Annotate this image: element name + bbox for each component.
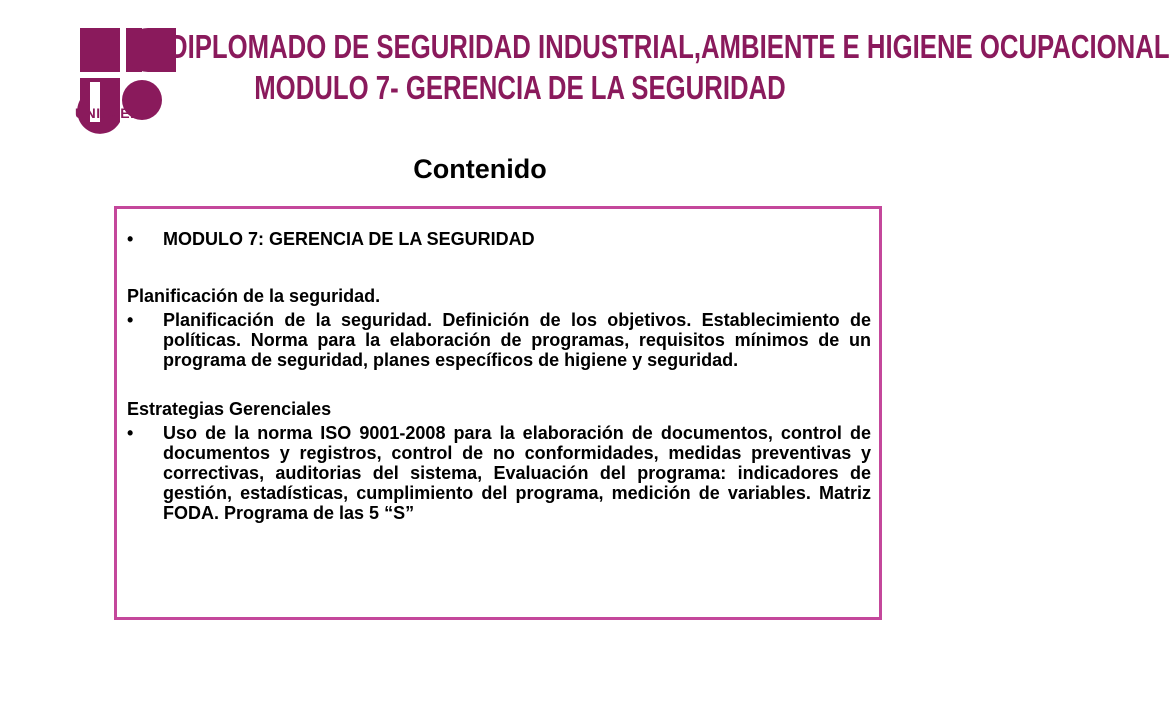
content-box <box>114 206 882 620</box>
logo-text: UNIOJEDA <box>75 105 152 121</box>
bullet-estrategias <box>127 423 871 523</box>
header-banner <box>169 28 1170 110</box>
bullet-dot: • <box>127 423 134 443</box>
banner-line-1: DIPLOMADO DE SEGURIDAD INDUSTRIAL,AMBIENTE E HIGIENE OCUPACIONAL <box>169 28 1170 65</box>
bullet-planificacion <box>127 310 871 370</box>
bullet-planificacion-text: Planificación de la seguridad. Definición de los objetivos. Establecimiento de políticas. Norma para la elaboración de programas, requisitos mínimos de un programa de seguridad, planes específicos de higiene y seguridad. <box>163 310 871 370</box>
banner-line-2: MODULO 7- GERENCIA DE LA SEGURIDAD <box>254 69 786 106</box>
slide-title: Contenido <box>413 154 547 184</box>
module-bullet-text: MODULO 7: GERENCIA DE LA SEGURIDAD <box>163 229 535 249</box>
section-heading-estrategias: Estrategias Gerenciales <box>127 399 332 419</box>
bullet-dot: • <box>127 310 134 330</box>
bullet-dot: • <box>127 229 134 249</box>
module-bullet <box>127 229 871 249</box>
bullet-estrategias-text: Uso de la norma ISO 9001-2008 para la elaboración de documentos, control de documentos y registros, control de no conformidades, medidas preventivas y correctivas, auditorias del sistema, Evaluación del programa: indicadores de gestión, estadísticas, cumplimiento del programa, medición de variables. Matriz FODA. Programa de las 5 “S” <box>163 423 871 523</box>
section-heading-planificacion: Planificación de la seguridad. <box>127 286 381 306</box>
